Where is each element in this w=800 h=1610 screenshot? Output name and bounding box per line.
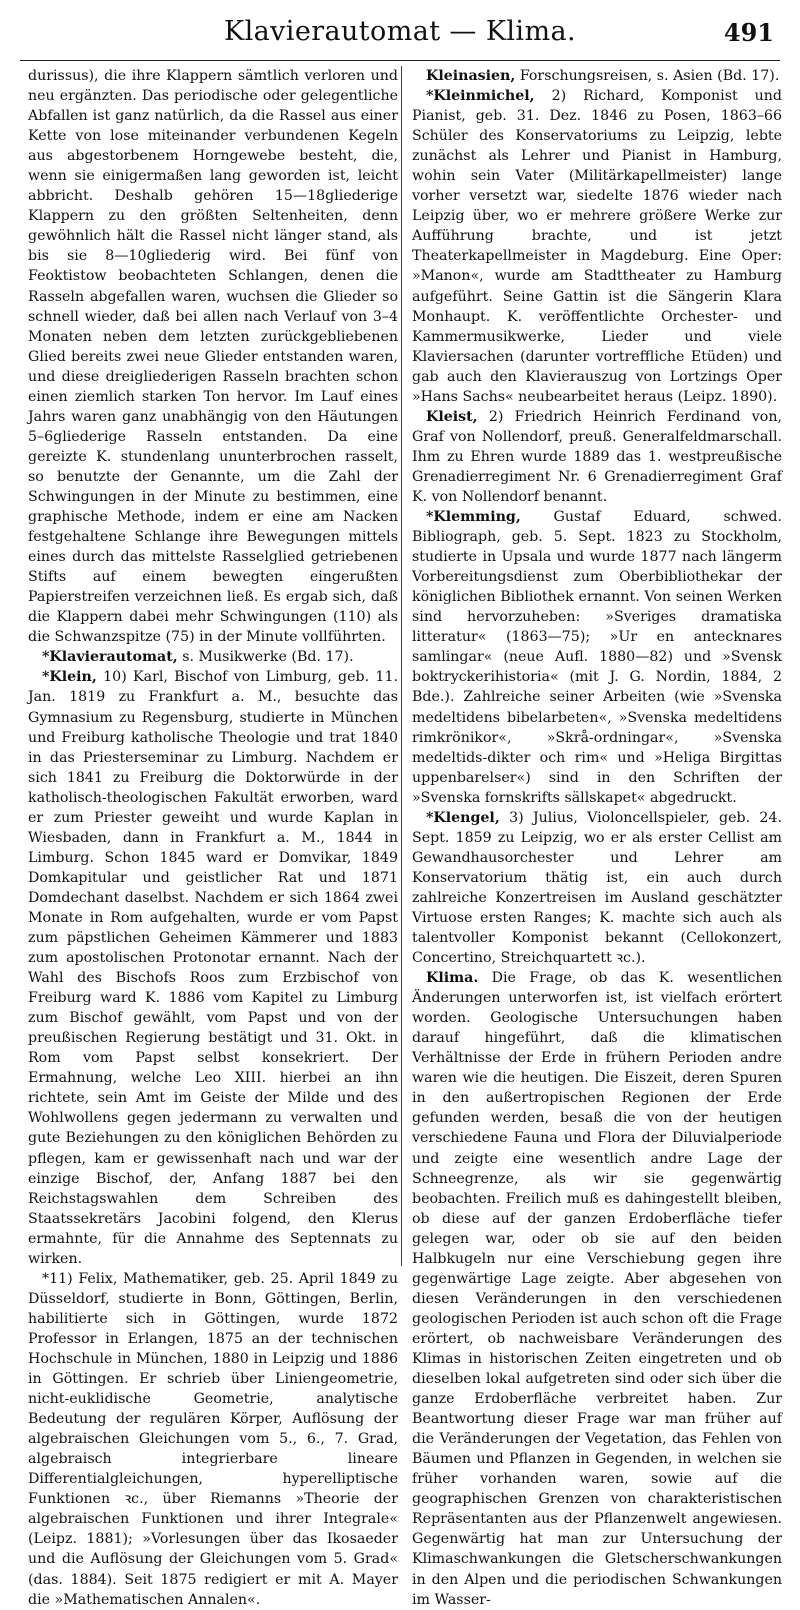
entry-klima — [412, 968, 782, 1610]
page-header — [20, 12, 780, 58]
left-column — [28, 66, 399, 1608]
paragraph-continuation — [28, 66, 398, 647]
entry-text: Gustaf Eduard, schwed. Bibliograph, geb. 5. Sept. 1823 zu Stockholm, studierte in Upsala und wurde 1877 nach längerm Vorbereitungsdienst zum Oberbibliothekar der königlichen Bibliothek ernannt. Von seinen Werken sind hervorzuheben: »Sveriges dramatiska litteratur« (1863—75); »Ur en antecknares samlingar« (neue Aufl. 1880—82) und »Svensk boktryckerihistoria« (mit J. G. Nordin, 1884, 2 Bde.). Zahlreiche seiner Arbeiten (wie »Svenska medeltidens bibelarbeten«, »Svenska medeltidens rimkrönikor«, »Skrå-ordningar«, »Svenska medeltids-dikter och rim« und »Heliga Birgittas uppenbarelser«) sind in den Schriften der »Svenska fornskrifts sällskapet« abgedruckt. — [412, 509, 782, 806]
entry-head: *11) Felix, — [42, 1270, 118, 1287]
entry-text: 2) Richard, Komponist und Pianist, geb. 31. Dez. 1846 zu Posen, 1863–66 Schüler des Konservatoriums zu Leipzig, lebte zunächst als Lehrer und Pianist in Hamburg, wohin sein Vater (Militärkapellmeister) lange vorher versetzt war, siedelte 1876 wieder nach Leipzig über, wo er mehrere größere Werke zur Aufführung brachte, und ist jetzt Theaterkapellmeister in Magdeburg. Eine Oper: »Manon«, wurde am Stadttheater zu Hamburg aufgeführt. Seine Gattin ist die Sängerin Klara Monhaupt. K. veröffentlichte Orchester- und Kammermusikwerke, Lieder und viele Klaviersachen (darunter vortreffliche Etüden) und gab auch den Klavierauszug von Lortzings Oper »Hans Sachs« neubearbeitet heraus (Leipz. 1890). — [412, 88, 782, 405]
entry-text: Forschungsreisen, s. Asien (Bd. 17). — [519, 68, 780, 84]
entry-kleinasien — [412, 66, 782, 86]
entry-klavierautomat — [28, 647, 398, 667]
entry-head: Klima. — [426, 970, 479, 987]
paragraph-text: durissus), die ihre Klappern sämtlich verloren und neu ergänzten. Das periodische oder gelegentliche Abfallen ist ganz natürlich, da die Rassel aus einer Kette von lose miteinander verbundenen Kegeln aus abgestorbenem Horngewebe besteht, die, wenn sie einigermaßen lang geworden ist, leicht abbricht. Deshalb gehören 15—18gliederige Klappern zu den größten Seltenheiten, denn gewöhnlich hält die Rassel nicht länger stand, als bis sie 8—10gliederig wird. Bei fünf von Feoktistow beobachteten Schlangen, denen die Rasseln abgefallen waren, wuchsen die Glieder so schnell wieder, daß bei allen nach Verlauf von 3–4 Monaten neben dem letzten zurückgebliebenen Glied bereits zwei neue Glieder entstanden waren, und diese dreigliederigen Rasseln brachten schon einen ziemlich starken Ton hervor. Im Lauf eines Jahrs waren ganz unabhängig von den Häutungen 5–6gliederige Rasseln entstanden. Da eine gereizte K. stundenlang ununterbrochen rasselt, so benutzte der Genannte, um die Zahl der Schwingungen in der Minute zu bestimmen, eine graphische Methode, indem er eine am Nacken festgehaltene Schlange ihre Bewegungen mittels eines durch das mittelste Rasselglied getriebenen Stifts auf einem bewegten eingerußten Papierstreifen verzeichnen ließ. Es ergab sich, daß die Klappern dabei mehr Schwingungen (110) als die Schwanzspitze (75) in der Minute vollführten. — [28, 68, 398, 646]
entry-klein-karl — [28, 667, 398, 1268]
column-divider — [401, 66, 402, 1266]
entry-text: Mathematiker, geb. 25. April 1849 zu Düsseldorf, studierte in Bonn, Göttingen, Berlin, habilitierte sich in Göttingen, wurde 1872 Professor in Erlangen, 1875 an der technischen Hochschule in München, 1880 in Leipzig und 1886 in Göttingen. Er schrieb über Liniengeometrie, nicht-euklidische Geometrie, analytische Bedeutung der regulären Körper, Auflösung der algebraischen Gleichungen vom 5., 6., 7. Grad, algebraisch integrierbare lineare Differentialgleichungen, hyperelliptische Funktionen ꝛc., über Riemanns »Theorie der algebraischen Funktionen und ihrer Integrale« (Leipz. 1881); »Vorlesungen über das Ikosaeder und die Auflösung der Gleichungen vom 5. Grad« (das. 1884). Seit 1875 redigiert er mit A. Mayer die »Mathematischen Annalen«. — [28, 1270, 399, 1608]
entry-text: 3) Julius, Violoncellspieler, geb. 24. Sept. 1859 zu Leipzig, wo er als erster Cellist am Gewandhausorchester und Lehrer am Konservatorium thätig ist, ein auch durch zahlreiche Konzertreisen im Ausland geschätzter Virtuose ersten Ranges; K. machte sich auch als talentvoller Komponist bekannt (Cellokonzert, Concertino, Streichquartett ꝛc.). — [412, 809, 782, 967]
entry-head: *Klein, — [42, 669, 97, 686]
right-column — [412, 66, 782, 1608]
running-head: Klavierautomat — Klima. — [224, 16, 576, 47]
entry-kleinmichel — [412, 86, 782, 407]
entry-head: *Klemming, — [426, 509, 521, 526]
entry-head: *Kleinmichel, — [426, 88, 535, 105]
entry-text: Die Frage, ob das K. wesentlichen Änderungen unterworfen ist, ist vielfach erörtert worden. Geologische Untersuchungen haben darauf hingeführt, daß die klimatischen Verhältnisse der Erde in frühern Perioden andre waren wie die heutigen. Die Eiszeit, deren Spuren in den außertropischen Regionen der Erde gefunden werden, besaß die von der heutigen verschiedene Fauna und Flora der Diluvialperiode und zeigte eine wesentlich andre Lage der Schneegrenze, als wir sie gegenwärtig beobachten. Freilich muß es dahingestellt bleiben, ob diese auf der ganzen Erdoberfläche tiefer gelegen war, oder ob sie auf den beiden Halbkugeln nur eine Verschiebung gegen ihre gegenwärtige Lage zeigte. Aber abgesehen von diesen Veränderungen in den verschiedenen geologischen Perioden ist auch schon oft die Frage erörtert, ob nachweisbare Veränderungen des Klimas in historischen Zeiten eingetreten und ob dieselben lokal aufgetreten sind oder sich über die ganze Erdoberfläche verbreitet haben. Zur Beantwortung dieser Frage war man früher auf die Veränderungen der Vegetation, das Fehlen von Bäumen und Pflanzen in Gegenden, in welchen sie früher vorhanden waren, sowie auf die geographischen Grenzen von charakteristischen Repräsentanten aus der Pflanzenwelt angewiesen. Gegenwärtig hat man zur Untersuchung der Klimaschwankungen die Gletscherschwankungen in den Alpen und die periodischen Schwankungen im Wasser- — [412, 970, 782, 1608]
entry-head: *Klengel, — [426, 809, 500, 826]
entry-kleist — [412, 407, 782, 507]
page-number: 491 — [723, 18, 774, 47]
entry-head: Kleinasien, — [426, 68, 516, 84]
header-rule — [20, 60, 780, 61]
entry-text: s. Musikwerke (Bd. 17). — [182, 649, 354, 666]
entry-klengel — [412, 808, 782, 968]
entry-text: 2) Friedrich Heinrich Ferdinand von, Graf von Nollendorf, preuß. Generalfeldmarschall. Ihm zu Ehren wurde 1889 das 1. westpreußische Grenadierregiment Nr. 6 Grenadierregiment Graf K. von Nollendorf benannt. — [412, 408, 782, 505]
entry-head: *Klavierautomat, — [42, 649, 178, 666]
entry-klemming — [412, 507, 782, 808]
entry-klein-felix — [28, 1269, 398, 1610]
entry-text: 10) Karl, Bischof von Limburg, geb. 11. Jan. 1819 zu Frankfurt a. M., besuchte das Gymnasium zu Regensburg, studierte in München und Freiburg katholische Theologie und trat 1840 in das Priesterseminar zu Limburg. Nachdem er sich 1841 zu Freiburg die Doktorwürde in der katholisch-theologischen Fakultät erworben, ward er zum Priester geweiht und wurde Kaplan in Wiesbaden, dann in Frankfurt a. M., 1844 in Limburg. Schon 1845 ward er Domvikar, 1849 Domkapitular und geistlicher Rat und 1871 Domdechant daselbst. Nachdem er sich 1864 zwei Monate in Rom aufgehalten, wurde er vom Papst zum päpstlichen Geheimen Kämmerer und 1883 zum apostolischen Protonotar ernannt. Nach der Wahl des Bischofs Roos zum Erzbischof von Freiburg ward K. 1886 vom Kapitel zu Limburg zum Bischof gewählt, vom Papst und von der preußischen Regierung bestätigt und 31. Okt. in Rom vom Papst selbst konsekriert. Der Ermahnung, welche Leo XIII. hierbei an ihn richtete, sein Amt im Geiste der Milde und des Wohlwollens gegen jedermann zu verwalten und gute Beziehungen zu den königlichen Behörden zu pflegen, kam er gewissenhaft nach und war der einzige Bischof, der, Anfang 1887 bei den Reichstagswahlen dem Schreiben des Staatssekretärs Jacobini folgend, den Klerus ermahnte, für die Annahme des Septennats zu wirken. — [28, 669, 398, 1267]
entry-head: Kleist, — [426, 408, 478, 425]
